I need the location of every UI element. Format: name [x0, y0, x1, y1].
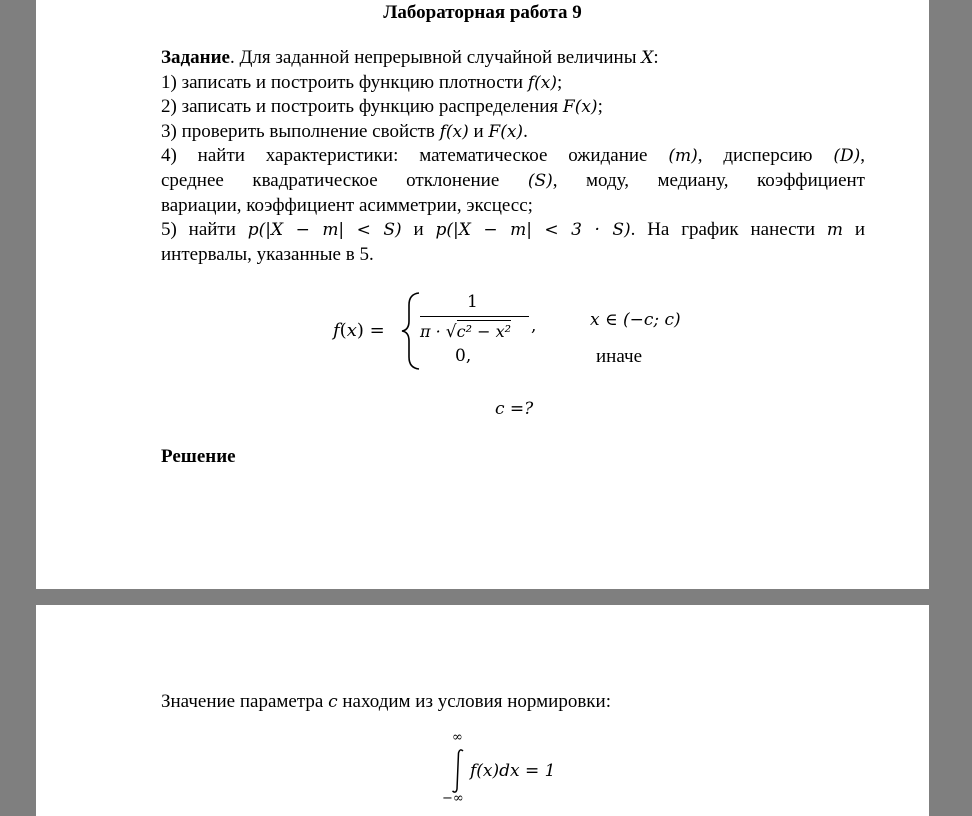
formula-comma: , [531, 316, 537, 336]
item4-text: 4) найти характеристики: математическое ожидание [161, 145, 669, 167]
denominator-radicand: c² − x² [456, 322, 512, 341]
formula-lhs: f(x) = [333, 320, 385, 341]
item1-math: f(x) [527, 72, 558, 93]
normalization-text [161, 690, 865, 715]
task-item-4-line-2 [161, 169, 865, 194]
norm-rest: находим из условия нормировки: [337, 691, 611, 712]
item5-end: и [843, 219, 866, 241]
item2-end: ; [597, 96, 603, 118]
norm-c: c [328, 692, 338, 712]
item5-m: m [826, 220, 844, 241]
item3-text: 3) проверить выполнение свойств [161, 120, 440, 142]
item2-text: 2) записать и построить функцию распределения [161, 96, 563, 118]
task-colon: : [653, 47, 659, 68]
integral-body: f(x)dx = 1 [470, 761, 556, 781]
item5-prob-1: p(|X − m| < S) [247, 220, 402, 241]
fraction-denominator [420, 322, 511, 342]
task-item-4-line-1 [161, 144, 865, 169]
norm-text: Значение параметра [161, 691, 329, 712]
task-item-5-line-2: интервалы, указанные в 5. [161, 243, 374, 265]
item3-end: . [523, 120, 528, 142]
item3-and: и [468, 120, 489, 142]
denominator-pi: π · [420, 322, 446, 341]
solution-heading: Решение [161, 446, 236, 467]
fraction-numerator: 1 [467, 292, 478, 312]
item5-and: и [401, 219, 436, 241]
integral-sign-icon [450, 748, 466, 794]
integral-lower-limit: −∞ [442, 791, 464, 806]
task-item-2 [161, 95, 865, 120]
item4-line2-rest: , моду, медиану, коэффициент [552, 170, 865, 191]
item3-math-F: F(x) [488, 121, 524, 142]
condition-interval: x ∈ (−c; c) [590, 310, 681, 330]
task-intro [161, 46, 865, 71]
item4-m: (m) [668, 146, 698, 167]
document-title: Лабораторная работа 9 [383, 2, 582, 23]
integral-upper-limit: ∞ [452, 730, 463, 745]
item5-rest: . На график нанести [630, 219, 827, 241]
task-item-3 [161, 120, 865, 145]
item1-end: ; [557, 71, 563, 93]
document-page-1 [36, 0, 929, 589]
task-item-5-line-1 [161, 218, 865, 243]
condition-otherwise: иначе [596, 346, 642, 367]
document-page-2 [36, 605, 929, 816]
item5-text: 5) найти [161, 219, 248, 241]
sqrt-icon: √ [445, 322, 457, 342]
fraction-bar [420, 316, 529, 317]
item4-line2-text: среднее квадратическое отклонение [161, 170, 528, 191]
item4-mid: , дисперсию [697, 145, 834, 167]
item3-math-f: f(x) [439, 121, 469, 142]
item2-math: F(x) [562, 97, 598, 118]
parameter-question: c =? [495, 399, 534, 419]
item5-prob-2: p(|X − m| < 3 · S) [435, 220, 631, 241]
task-item-4-line-3: вариации, коэффициент асимметрии, эксцесс; [161, 194, 533, 216]
item1-text: 1) записать и построить функцию плотности [161, 71, 528, 93]
task-item-1 [161, 71, 865, 96]
formula-zero: 0, [455, 346, 472, 366]
task-label: Задание [161, 47, 230, 68]
task-intro-text: . Для заданной непрерывной случайной величины [229, 47, 642, 68]
item4-comma: , [860, 145, 865, 167]
item4-s: (S) [527, 171, 553, 191]
item4-d: (D) [833, 146, 861, 167]
var-x: X [641, 48, 654, 68]
